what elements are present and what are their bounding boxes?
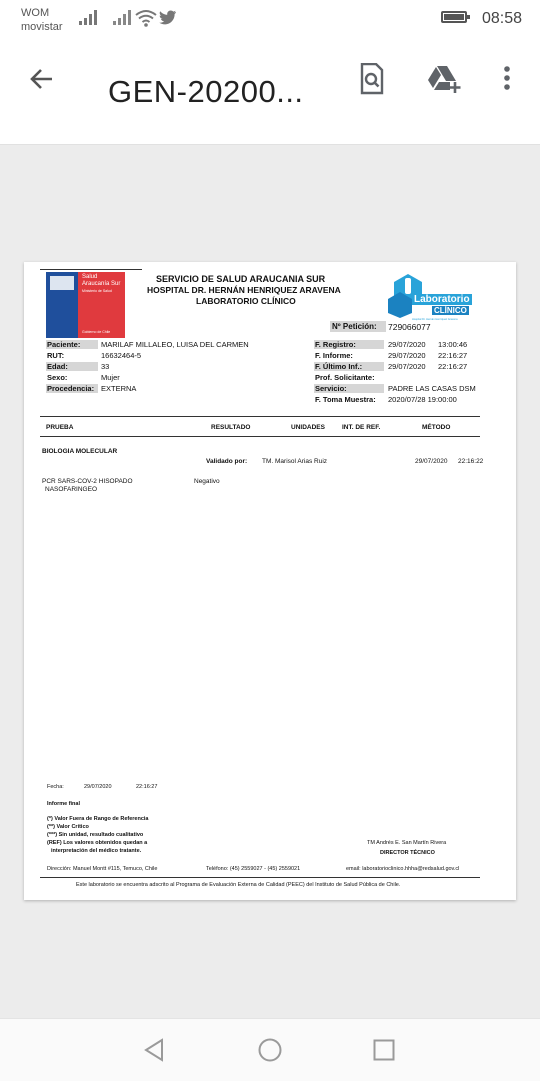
footnote-line: (REF) Los valores obtenidos quedan a: [47, 840, 148, 846]
header-line-3: LABORATORIO CLÍNICO: [196, 296, 296, 306]
signal-icon-2: [112, 10, 132, 26]
signer-title: DIRECTOR TÉCNICO: [380, 850, 435, 856]
lab-logo-line-3: Hospital Dr. Hernán Henríquez Aravena: [412, 318, 458, 321]
peticion-label: Nº Petición:: [330, 321, 386, 332]
patient-field-value: MARILAF MILLALEO, LUISA DEL CARMEN: [101, 340, 249, 349]
request-field-label: F. Último Inf.:: [314, 362, 384, 371]
footer-disclaimer: Este laboratorio se encuentra adscrito al Programa de Evaluación Externa de Calidad (PEEC) del Instituto de Salud Pública de Chile.: [76, 882, 401, 888]
validated-by-label: Validado por:: [206, 458, 248, 465]
validated-by-name: TM. Marisol Arias Ruiz: [262, 458, 328, 465]
col-metodo: MÉTODO: [422, 424, 451, 431]
test-result: Negativo: [194, 478, 220, 485]
patient-field-value: EXTERNA: [101, 384, 137, 393]
signal-icon-1: [78, 10, 98, 26]
lab-logo-line-2: CLÍNICO: [434, 306, 467, 315]
request-field-value: 29/07/2020: [388, 362, 426, 371]
informe-final: Informe final: [47, 801, 81, 807]
status-time: 08:58: [481, 10, 522, 27]
system-nav-bar: [0, 1018, 540, 1081]
request-field-value: 29/07/2020: [388, 351, 426, 360]
patient-field-label: Sexo:: [47, 373, 68, 382]
col-prueba: PRUEBA: [46, 424, 74, 431]
validated-date: 29/07/2020: [415, 458, 448, 465]
nav-home-icon[interactable]: [258, 1038, 282, 1062]
fecha-value: 29/07/2020: [84, 784, 112, 790]
twitter-icon: [159, 10, 177, 25]
test-name-line-2: NASOFARINGEO: [45, 486, 98, 493]
health-service-logo: [46, 272, 125, 338]
footer-phone: Teléfono: (45) 2559027 - (45) 2559021: [206, 866, 301, 872]
request-field-value: PADRE LAS CASAS DSM: [388, 384, 476, 393]
add-to-drive-icon[interactable]: [427, 64, 463, 94]
more-options-icon[interactable]: [501, 65, 513, 93]
footnote-line: (*) Valor Fuera de Rango de Referencia: [47, 816, 149, 822]
peticion-value: 729066077: [388, 322, 431, 332]
col-resultado: RESULTADO: [211, 424, 251, 431]
logo-line-3: Ministerio de Salud: [82, 289, 112, 293]
logo-line-1: Salud: [82, 274, 98, 280]
battery-level: [444, 14, 464, 20]
top-rule: [40, 269, 142, 270]
logo-line-2: Araucanía Sur: [82, 281, 121, 287]
signer-name: TM Andrés E. San Martín Rivera: [367, 840, 447, 846]
carrier-label-1: WOM: [21, 7, 50, 19]
request-field-time: 22:16:27: [438, 362, 468, 371]
document-title: GEN-20200...: [108, 74, 304, 109]
request-field-label: Prof. Solicitante:: [315, 373, 375, 382]
wifi-icon: [135, 9, 157, 27]
logo-footer: Gobierno de Chile: [82, 330, 111, 334]
validated-time: 22:16:22: [458, 458, 484, 465]
back-arrow-icon[interactable]: [28, 65, 56, 93]
carrier-label-2: movistar: [21, 21, 63, 33]
status-bar: [0, 0, 540, 40]
header-line-1: SERVICIO DE SALUD ARAUCANIA SUR: [156, 274, 326, 284]
col-unidades: UNIDADES: [291, 424, 325, 431]
request-field-value: 2020/07/28 19:00:00: [388, 395, 457, 404]
section-title: BIOLOGIA MOLECULAR: [42, 448, 118, 455]
patient-field-value: 33: [101, 362, 110, 371]
laboratorio-clinico-logo: [386, 272, 480, 321]
search-document-icon[interactable]: [359, 63, 385, 95]
col-int-ref: INT. DE REF.: [342, 424, 381, 431]
request-field-label: F. Informe:: [315, 351, 353, 360]
table-top-rule: [40, 416, 480, 417]
test-name-line-1: PCR SARS-COV-2 HISOPADO: [42, 478, 133, 485]
patient-field-label: Edad:: [46, 362, 98, 371]
request-field-label: Servicio:: [314, 384, 384, 393]
footer-rule: [40, 877, 480, 878]
patient-field-label: RUT:: [47, 351, 65, 360]
patient-field-label: Paciente:: [46, 340, 98, 349]
fecha-label: Fecha:: [47, 784, 64, 790]
document-page: [24, 262, 516, 900]
lab-logo-line-1: Laboratorio: [414, 294, 470, 305]
footnote-line: (**) Valor Crítico: [47, 824, 89, 830]
request-field-time: 13:00:46: [438, 340, 468, 349]
patient-field-value: 16632464-5: [101, 351, 142, 360]
battery-icon: [441, 11, 467, 23]
request-field-value: 29/07/2020: [388, 340, 426, 349]
footer-email: email: laboratorioclinico.hhha@redsalud.gov.cl: [346, 866, 460, 872]
header-line-2: HOSPITAL DR. HERNÁN HENRIQUEZ ARAVENA: [147, 285, 341, 295]
request-field-time: 22:16:27: [438, 351, 468, 360]
footer-address: Dirección: Manuel Montt #115, Temuco, Chile: [47, 866, 158, 872]
request-field-label: F. Toma Muestra:: [315, 395, 376, 404]
table-header-rule: [40, 436, 480, 437]
request-field-label: F. Registro:: [314, 340, 384, 349]
hora-value: 22:16:27: [136, 784, 158, 790]
nav-back-icon[interactable]: [143, 1038, 165, 1062]
patient-field-value: Mujer: [101, 373, 120, 382]
footnote-line: interpretación del médico tratante.: [51, 848, 142, 854]
nav-recents-icon[interactable]: [373, 1039, 395, 1061]
footnote-line: (***) Sin unidad, resultado cualitativo: [47, 832, 144, 838]
patient-field-label: Procedencia:: [46, 384, 98, 393]
